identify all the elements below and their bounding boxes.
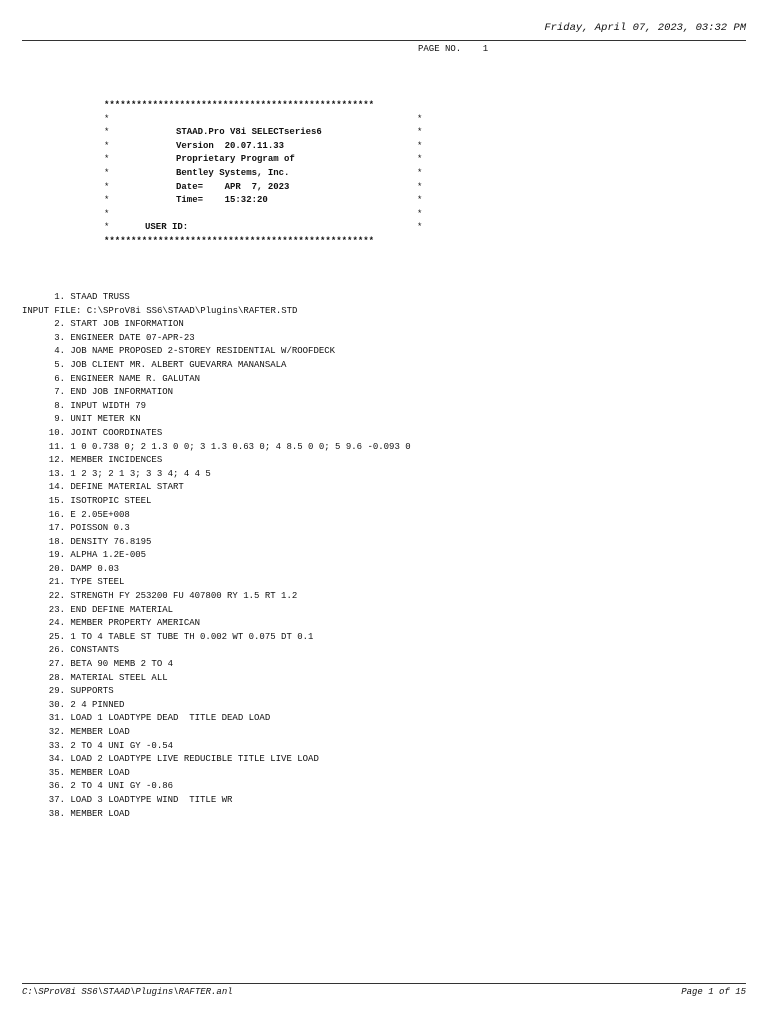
input-listing [22, 291, 411, 821]
report-datetime: Friday, April 07, 2023, 03:32 PM [544, 22, 746, 34]
banner-version: Version 20.07.11.33 [176, 140, 285, 151]
listing-line: 19. ALPHA 1.2E-005 [48, 550, 147, 561]
listing-line: 32. MEMBER LOAD [48, 727, 130, 737]
listing-line: 27. BETA 90 MEMB 2 TO 4 [48, 659, 174, 670]
listing-line: 25. 1 TO 4 TABLE ST TUBE TH 0.002 WT 0.075 DT 0.1 [48, 631, 314, 642]
listing-line: 16. E 2.05E+008 [48, 509, 130, 520]
listing-line: 21. TYPE STEEL [48, 577, 125, 588]
listing-line: 24. MEMBER PROPERTY AMERICAN [48, 618, 201, 629]
listing-line: 23. END DEFINE MATERIAL [48, 604, 174, 615]
listing-line: 8. INPUT WIDTH 79 [54, 400, 147, 411]
input-file-path: INPUT FILE: C:\SProV8i SS6\STAAD\Plugins\RAFTER.STD [22, 305, 298, 316]
banner-time: Time= 15:32:20 [176, 195, 268, 206]
listing-line: 3. ENGINEER DATE 07-APR-23 [54, 332, 195, 343]
listing-line: 17. POISSON 0.3 [48, 523, 130, 534]
banner-border-bottom: ************************************************** [104, 235, 375, 246]
listing-line: 29. SUPPORTS [48, 686, 114, 697]
banner-product: STAAD.Pro V8i SELECTseries6 [176, 127, 322, 138]
footer-rule [22, 983, 746, 984]
listing-line: 37. LOAD 3 LOADTYPE WIND TITLE WR [48, 794, 233, 805]
footer-file-path: C:\SProV8i SS6\STAAD\Plugins\RAFTER.anl [22, 987, 233, 997]
listing-line: 2. START JOB INFORMATION [54, 319, 184, 330]
banner-date: Date= APR 7, 2023 [176, 181, 290, 192]
listing-line: 22. STRENGTH FY 253200 FU 407800 RY 1.5 RT 1.2 [48, 591, 298, 602]
listing-line: 11. 1 0 0.738 0; 2 1.3 0 0; 3 1.3 0.63 0; 4 8.5 0 0; 5 9.6 -0.093 0 [48, 441, 411, 452]
listing-line: 36. 2 TO 4 UNI GY -0.86 [48, 781, 174, 792]
program-banner: ************************************************** * * * STAAD.Pro V8i SELECTseries6 * * Version 20.07.11.33 * * Proprietary Program of * * Bentley Systems, Inc. * * Date= APR 7, 2023 * * Time= 15:32:20 * * * * USER ID: * ************************************************** [104, 100, 423, 246]
listing-line: 13. 1 2 3; 2 1 3; 3 3 4; 4 4 5 [48, 468, 211, 479]
listing-line: 30. 2 4 PINNED [48, 699, 125, 710]
listing-line: 4. JOB NAME PROPOSED 2-STOREY RESIDENTIAL W/ROOFDECK [54, 346, 336, 357]
listing-line: 38. MEMBER LOAD [48, 808, 130, 819]
listing-line: 26. CONSTANTS [48, 645, 120, 656]
banner-proprietary: Proprietary Program of [176, 154, 295, 165]
listing-line: 20. DAMP 0.03 [48, 563, 120, 574]
listing-line: 7. END JOB INFORMATION [54, 387, 174, 398]
listing-line: 18. DENSITY 76.8195 [48, 536, 152, 547]
listing-line: 9. UNIT METER KN [54, 414, 141, 425]
listing-line: 28. MATERIAL STEEL ALL [48, 672, 168, 683]
listing-line: 15. ISOTROPIC STEEL [48, 495, 152, 506]
banner-company: Bentley Systems, Inc. [176, 167, 290, 178]
listing-line: 5. JOB CLIENT MR. ALBERT GUEVARRA MANANSALA [54, 359, 287, 370]
listing-line: 35. MEMBER LOAD [48, 767, 130, 778]
listing-line: 31. LOAD 1 LOADTYPE DEAD TITLE DEAD LOAD [48, 713, 271, 724]
footer-page-count: Page 1 of 15 [681, 987, 746, 997]
header-rule [22, 40, 746, 41]
banner-user-id: USER ID: [145, 222, 189, 233]
listing-line: 34. LOAD 2 LOADTYPE LIVE REDUCIBLE TITLE LIVE LOAD [48, 754, 319, 765]
listing-line: 12. MEMBER INCIDENCES [48, 455, 163, 466]
listing-line: 33. 2 TO 4 UNI GY -0.54 [48, 740, 174, 751]
listing-line: 1. STAAD TRUSS [54, 292, 130, 302]
banner-border-top: ************************************************** [104, 100, 375, 110]
listing-line: 10. JOINT COORDINATES [48, 427, 163, 438]
page-number-label: PAGE NO. 1 [418, 44, 489, 54]
listing-line: 14. DEFINE MATERIAL START [48, 482, 184, 493]
listing-line: 6. ENGINEER NAME R. GALUTAN [54, 373, 201, 384]
